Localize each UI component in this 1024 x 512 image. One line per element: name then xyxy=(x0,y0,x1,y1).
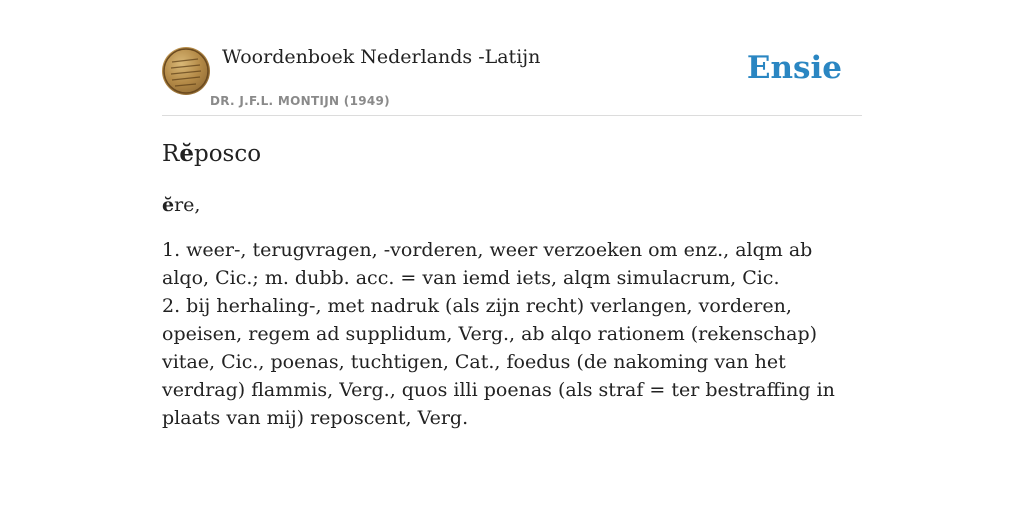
book-cover-icon[interactable] xyxy=(162,47,210,95)
headword-end: posco xyxy=(193,141,262,167)
book-title[interactable]: Woordenboek Nederlands -Latijn xyxy=(222,46,541,68)
grammar-text: re, xyxy=(174,194,201,216)
header xyxy=(162,40,862,116)
definition xyxy=(162,236,862,432)
entry-card xyxy=(162,40,862,432)
headword-accent: ĕ xyxy=(179,140,194,167)
grammar-accent: ĕ xyxy=(162,194,175,216)
sense-2: 2. bij herhaling-, met nadruk (als zijn recht) verlangen, vorderen, opeisen, regem ad supplidum, Verg., ab alqo rationem (rekenschap) vitae, Cic., poenas, tuchtigen, Cat., foedus (de nakoming van het verdrag) flammis, Verg., quos illi poenas (als straf = ter bestraffing in plaats van mij) reposcent, Verg. xyxy=(162,295,835,429)
sense-1: 1. weer-, terugvragen, -vorderen, weer verzoeken om enz., alqm ab alqo, Cic.; m. dubb. acc. = van iemd iets, alqm simulacrum, Cic. xyxy=(162,239,813,289)
headword xyxy=(162,140,862,167)
brand-logo[interactable]: Ensie xyxy=(746,50,842,86)
grammar-note xyxy=(162,191,862,219)
headword-start: R xyxy=(162,141,180,167)
author: DR. J.F.L. MONTIJN (1949) xyxy=(210,94,390,108)
